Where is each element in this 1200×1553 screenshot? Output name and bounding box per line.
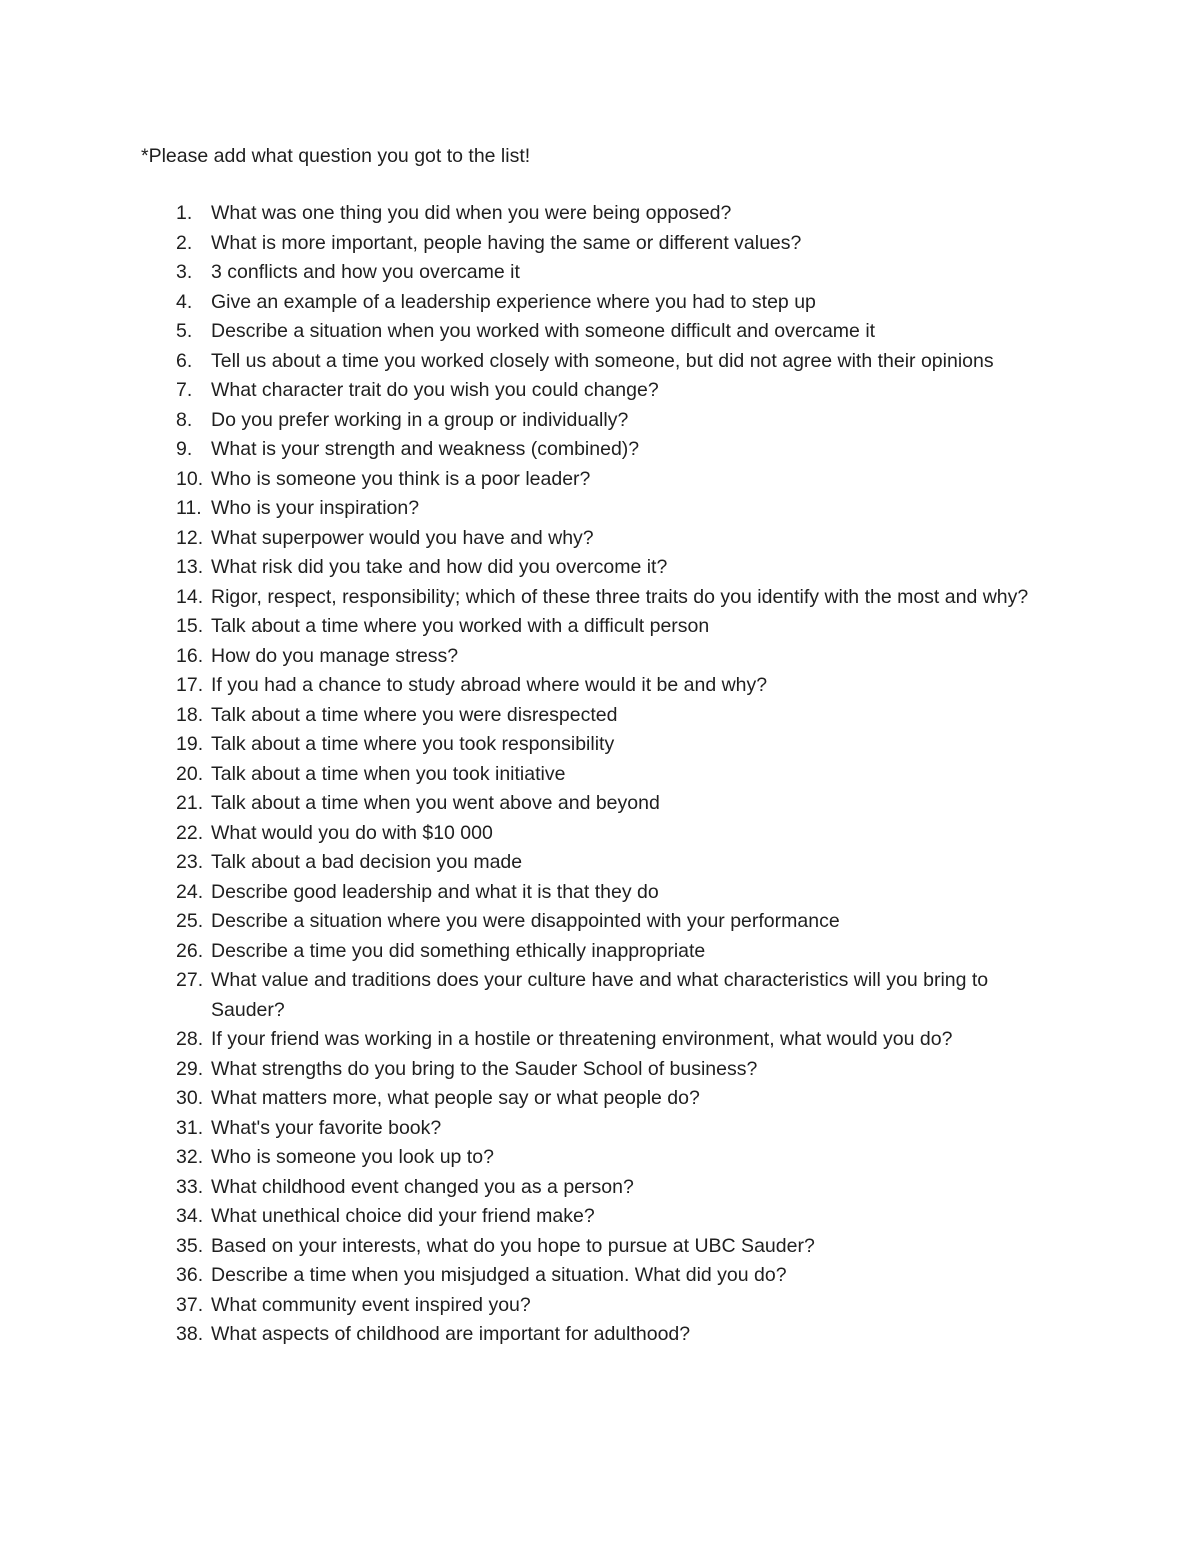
list-item-number: 38. — [176, 1323, 204, 1345]
list-item-text: What is more important, people having the same or different values? — [211, 231, 802, 254]
list-item-text: What's your favorite book? — [211, 1116, 442, 1139]
list-item — [0, 789, 1200, 819]
list-item-text: Talk about a time where you worked with a difficult person — [211, 615, 710, 637]
list-item-number: 5. — [176, 320, 193, 342]
list-item-text: What childhood event changed you as a person? — [211, 1175, 634, 1198]
list-item — [0, 258, 1200, 288]
list-item-number: 11. — [176, 497, 202, 519]
list-item-text: Describe a situation where you were disappointed with your performance — [211, 910, 840, 932]
list-item-number: 27. — [176, 969, 204, 991]
list-item-text: Who is your inspiration? — [211, 497, 420, 519]
list-item — [0, 760, 1200, 790]
list-item-text: If your friend was working in a hostile or threatening environment, what would you do? — [211, 1028, 953, 1050]
list-item-number: 37. — [176, 1293, 204, 1316]
list-item — [0, 1232, 1200, 1262]
list-item-number: 14. — [176, 585, 204, 608]
list-item-number: 6. — [176, 349, 193, 372]
list-item-number: 8. — [176, 408, 193, 431]
list-item — [0, 1055, 1200, 1085]
list-item — [0, 642, 1200, 672]
list-item — [0, 553, 1200, 583]
list-item — [0, 937, 1200, 967]
list-item-text: Describe a time you did something ethically inappropriate — [211, 939, 706, 962]
list-item-text: Talk about a bad decision you made — [211, 851, 523, 873]
list-item — [0, 406, 1200, 436]
list-item-number: 25. — [176, 910, 204, 932]
list-item-number: 20. — [176, 762, 204, 785]
list-item-number: 19. — [176, 733, 204, 755]
list-item-number: 35. — [176, 1234, 204, 1257]
list-item — [0, 1173, 1200, 1203]
list-item-number: 31. — [176, 1116, 204, 1139]
list-item-text: What unethical choice did your friend make? — [211, 1205, 595, 1227]
list-item-number: 33. — [176, 1175, 204, 1198]
list-item-number: 9. — [176, 438, 193, 460]
list-item-text: What aspects of childhood are important for adulthood? — [211, 1323, 691, 1345]
list-item-number: 16. — [176, 644, 204, 667]
list-item — [0, 229, 1200, 259]
list-item-text: What community event inspired you? — [211, 1293, 531, 1316]
list-item — [0, 671, 1200, 701]
list-item — [0, 288, 1200, 318]
list-item-number: 7. — [176, 379, 193, 401]
list-item — [0, 878, 1200, 908]
list-item-number: 10. — [176, 467, 204, 490]
list-item — [0, 1143, 1200, 1173]
list-item-number: 30. — [176, 1087, 204, 1109]
list-item-number: 21. — [176, 792, 204, 814]
list-item-number: 28. — [176, 1028, 204, 1050]
list-item-text: Describe good leadership and what it is that they do — [211, 880, 659, 903]
list-item-text: What strengths do you bring to the Sauder School of business? — [211, 1057, 758, 1080]
list-item — [0, 730, 1200, 760]
list-item-text: Describe a time when you misjudged a situation. What did you do? — [211, 1264, 787, 1286]
list-item-text: What is your strength and weakness (combined)? — [211, 438, 640, 460]
list-item-text: Who is someone you think is a poor leader? — [211, 467, 591, 490]
list-item — [0, 966, 1200, 1025]
list-item-text: If you had a chance to study abroad where would it be and why? — [211, 674, 768, 696]
list-item-text: Rigor, respect, responsibility; which of these three traits do you identify with the most and why? — [211, 585, 1029, 608]
list-item-number: 12. — [176, 526, 204, 549]
list-item-text: What superpower would you have and why? — [211, 526, 594, 549]
list-item — [0, 1320, 1200, 1350]
list-item-text: Talk about a time when you went above and beyond — [211, 792, 660, 814]
list-item-text: Do you prefer working in a group or individually? — [211, 408, 629, 431]
list-item-number: 23. — [176, 851, 204, 873]
list-item-text: Tell us about a time you worked closely with someone, but did not agree with their opinions — [211, 349, 994, 372]
list-item-text: What character trait do you wish you could change? — [211, 379, 659, 401]
list-item — [0, 376, 1200, 406]
list-item-text: Describe a situation when you worked with someone difficult and overcame it — [211, 320, 876, 342]
list-item-number: 18. — [176, 703, 204, 726]
list-item-number: 13. — [176, 556, 204, 578]
list-item-number: 2. — [176, 231, 193, 254]
list-item-number: 26. — [176, 939, 204, 962]
list-item-number: 1. — [176, 202, 193, 224]
list-item — [0, 612, 1200, 642]
list-item-text: Talk about a time where you were disrespected — [211, 703, 618, 726]
list-item-number: 24. — [176, 880, 204, 903]
list-item — [0, 907, 1200, 937]
list-item-text: Talk about a time when you took initiative — [211, 762, 566, 785]
list-item-number: 3. — [176, 261, 193, 283]
list-item-number: 36. — [176, 1264, 204, 1286]
list-item-text: What would you do with $10 000 — [211, 821, 493, 844]
list-item — [0, 701, 1200, 731]
list-item-number: 22. — [176, 821, 204, 844]
list-item — [0, 1084, 1200, 1114]
list-item-number: 15. — [176, 615, 204, 637]
list-item-number: 32. — [176, 1146, 204, 1168]
list-item-number: 34. — [176, 1205, 204, 1227]
list-item — [0, 1261, 1200, 1291]
list-item — [0, 1025, 1200, 1055]
list-item-number: 17. — [176, 674, 204, 696]
list-item — [0, 465, 1200, 495]
list-item — [0, 1114, 1200, 1144]
list-item — [0, 583, 1200, 613]
list-item-text: What was one thing you did when you were being opposed? — [211, 202, 732, 224]
list-item-number: 29. — [176, 1057, 204, 1080]
list-item-text: How do you manage stress? — [211, 644, 459, 667]
list-item — [0, 347, 1200, 377]
list-item — [0, 524, 1200, 554]
intro-note: *Please add what question you got to the list! — [141, 145, 531, 167]
list-item — [0, 435, 1200, 465]
list-item — [0, 848, 1200, 878]
question-list — [0, 199, 1200, 1350]
list-item-text: Who is someone you look up to? — [211, 1146, 494, 1168]
list-item — [0, 819, 1200, 849]
list-item-text: What risk did you take and how did you overcome it? — [211, 556, 668, 578]
list-item — [0, 494, 1200, 524]
list-item — [0, 1202, 1200, 1232]
list-item-text: What matters more, what people say or what people do? — [211, 1087, 700, 1109]
list-item-text: 3 conflicts and how you overcame it — [211, 261, 520, 283]
list-item — [0, 317, 1200, 347]
list-item-text: Based on your interests, what do you hope to pursue at UBC Sauder? — [211, 1234, 815, 1257]
list-item-text: Talk about a time where you took responsibility — [211, 733, 615, 755]
list-item-text: Give an example of a leadership experience where you had to step up — [211, 290, 816, 313]
list-item-number: 4. — [176, 290, 193, 313]
list-item-text: What value and traditions does your culture have and what characteristics will you bring to Sauder? — [211, 969, 989, 1021]
list-item — [0, 1291, 1200, 1321]
list-item — [0, 199, 1200, 229]
